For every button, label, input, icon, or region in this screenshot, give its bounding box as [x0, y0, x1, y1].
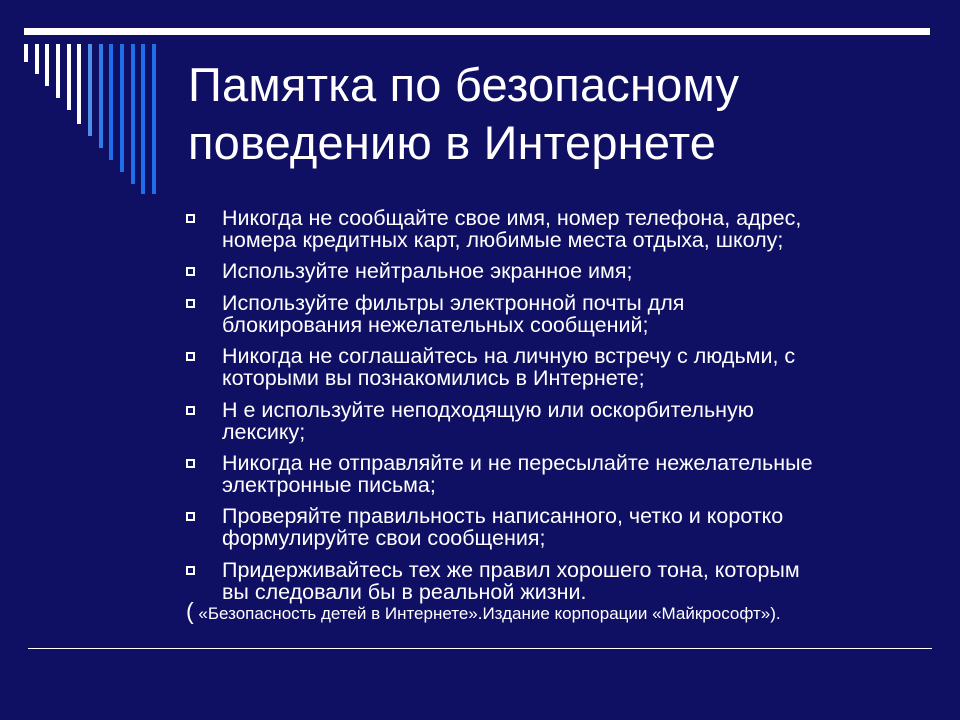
source-open-paren: ( — [186, 598, 194, 624]
stripe — [152, 44, 156, 194]
bullet-list — [186, 207, 916, 612]
bullet-item — [186, 399, 916, 443]
stripe — [131, 44, 135, 184]
stripe — [24, 44, 28, 62]
square-bullet-icon — [186, 214, 195, 223]
bullet-text: Н е используйте неподходящую или оскорбительную лексику; — [222, 397, 754, 444]
square-bullet-icon — [186, 512, 195, 521]
square-bullet-icon — [186, 299, 195, 308]
stripe — [109, 44, 113, 160]
square-bullet-icon — [186, 459, 195, 468]
bullet-text: Никогда не соглашайтесь на личную встречу с людьми, с которыми вы познакомились в Интернете; — [222, 344, 796, 391]
stripe — [45, 44, 49, 86]
bullet-item — [186, 260, 916, 282]
stripe — [56, 44, 60, 98]
bullet-text: Никогда не отправляйте и не пересылайте нежелательные электронные письма; — [222, 450, 813, 497]
bullet-item — [186, 292, 916, 336]
stripe — [120, 44, 124, 172]
stripe — [99, 44, 103, 148]
stripe — [141, 44, 145, 194]
slide-title — [188, 56, 928, 172]
square-bullet-icon — [186, 406, 195, 415]
bullet-text: Проверяйте правильность написанного, четко и коротко формулируйте свои сообщения; — [222, 504, 784, 551]
bullet-text: Придерживайтесь тех же правил хорошего тона, которым вы следовали бы в реальной жизни. — [222, 557, 800, 604]
square-bullet-icon — [186, 352, 195, 361]
stripe — [67, 44, 71, 110]
square-bullet-icon — [186, 267, 195, 276]
bullet-item — [186, 559, 916, 603]
slide-title-text: Памятка по безопасному поведению в Интернете — [188, 58, 740, 169]
stripe — [77, 44, 81, 124]
bullet-item — [186, 345, 916, 389]
bullet-text: Используйте фильтры электронной почты для блокирования нежелательных сообщений; — [222, 290, 685, 337]
bullet-text: Никогда не сообщайте свое имя, номер телефона, адрес, номера кредитных карт, любимые места отдыха, школу; — [222, 206, 802, 252]
stripe — [88, 44, 92, 136]
bullet-item — [186, 452, 916, 496]
bullet-item — [186, 207, 916, 251]
decorative-stripes — [0, 0, 170, 200]
source-citation — [186, 599, 781, 626]
source-text: «Безопасность детей в Интернете».Издание корпорации «Майкрософт»). — [193, 604, 781, 623]
stripe — [35, 44, 39, 74]
square-bullet-icon — [186, 566, 195, 575]
bottom-rule — [28, 648, 932, 649]
bullet-text: Используйте нейтральное экранное имя; — [222, 259, 633, 284]
bullet-item — [186, 505, 916, 549]
